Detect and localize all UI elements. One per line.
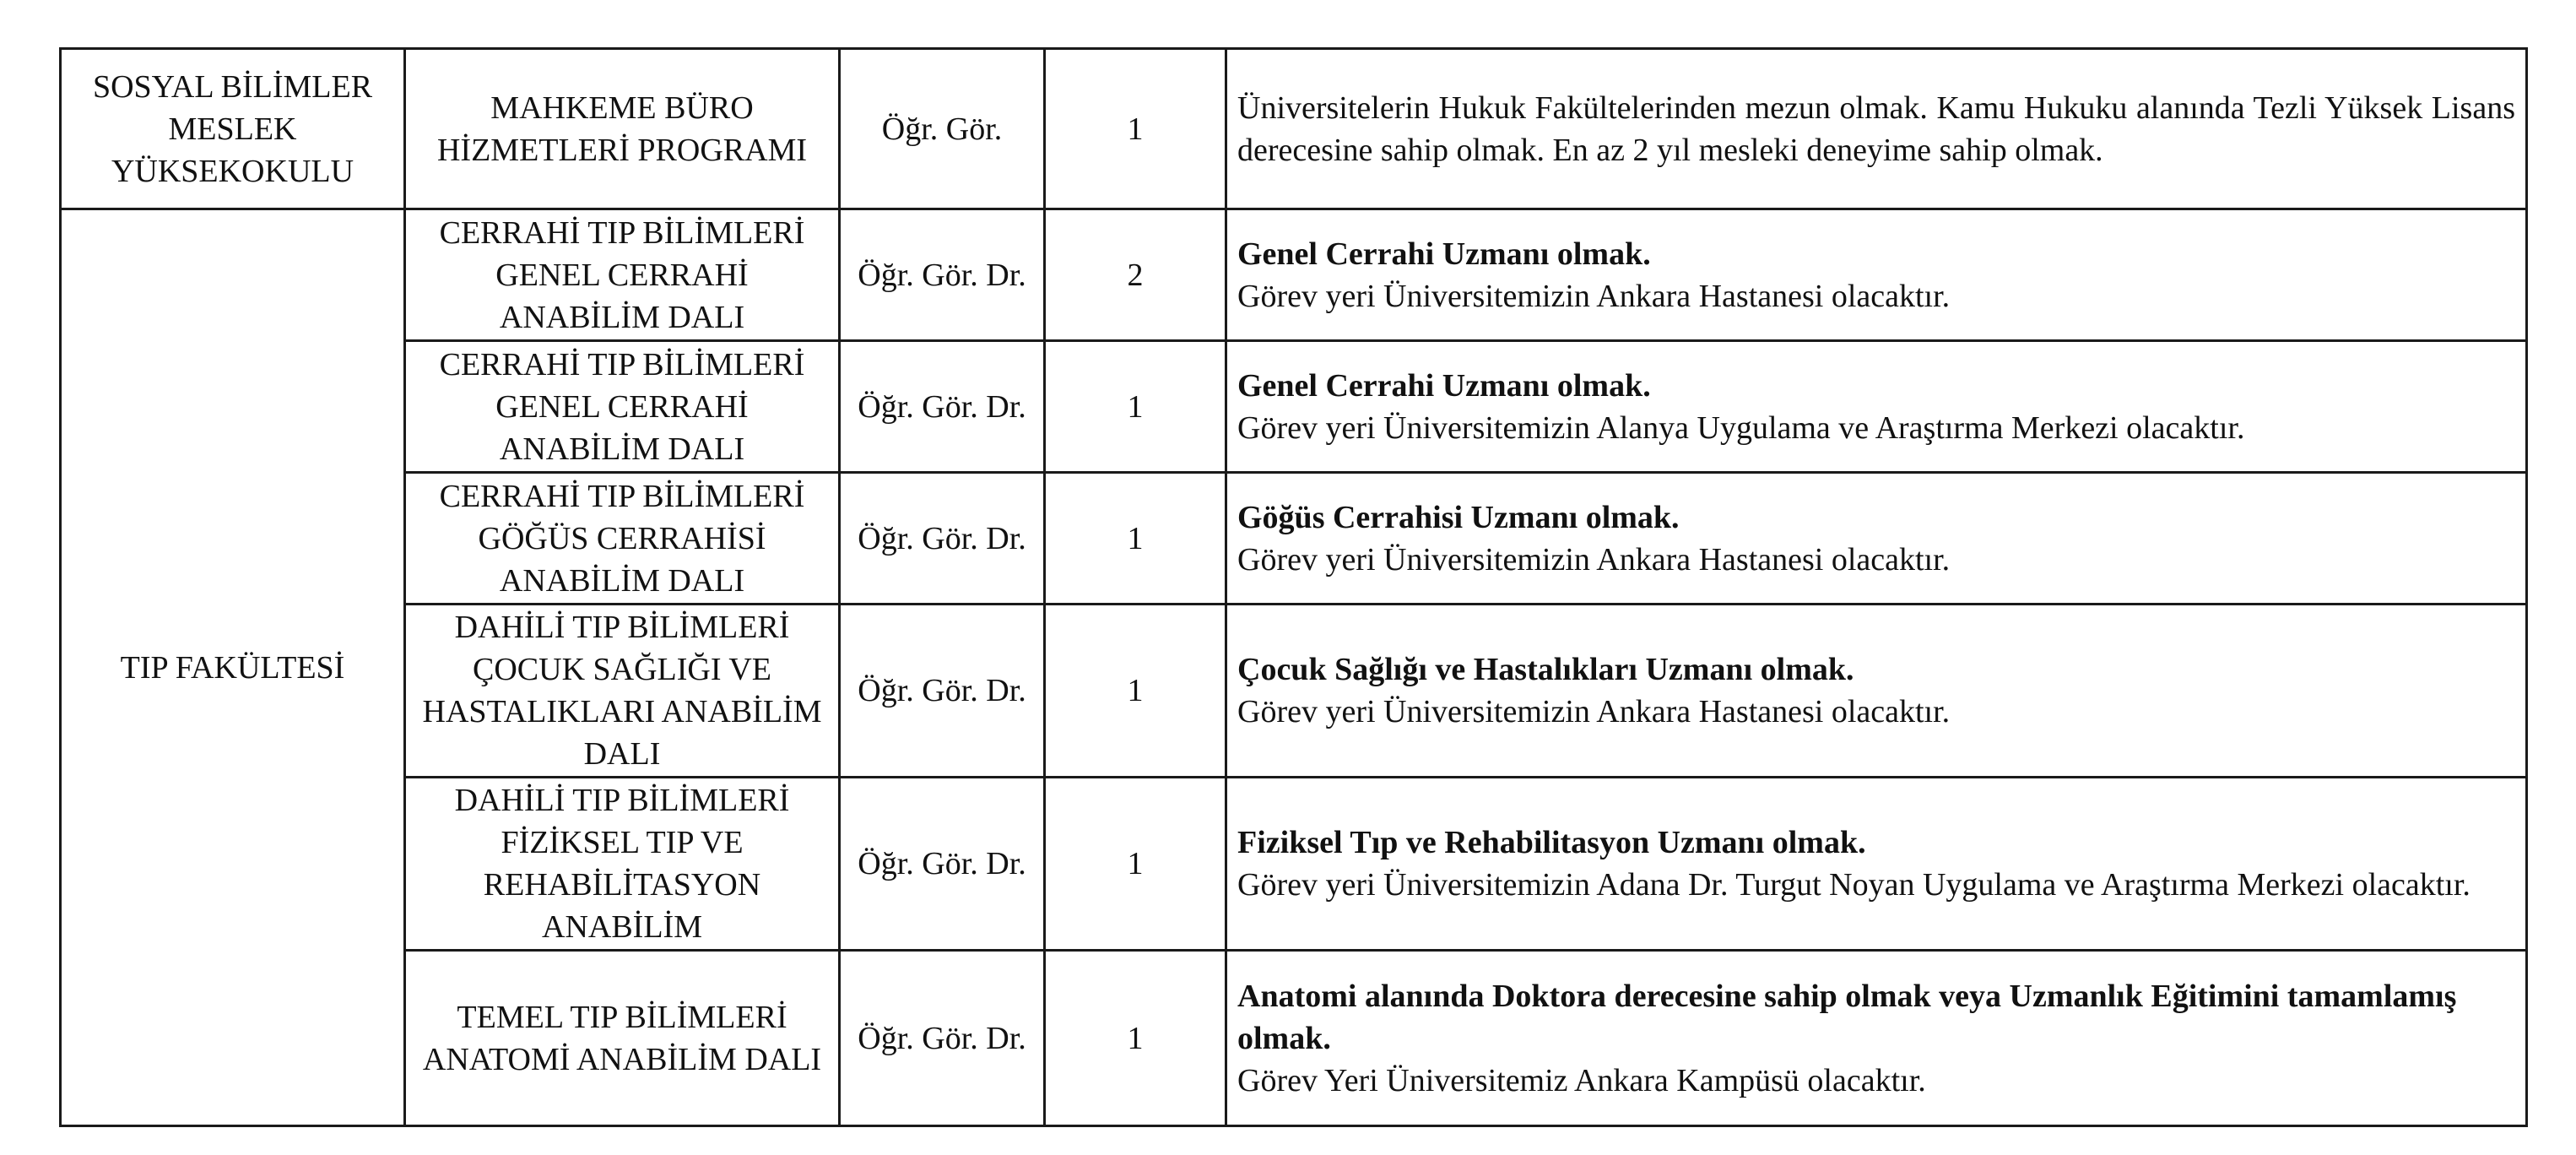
academic-title: Öğr. Gör. [881,111,1003,147]
department-name: CERRAHİ TIP BİLİMLERİ GÖĞÜS CERRAHİSİ ANABİLİM DALI [439,478,805,599]
title-cell [840,341,1045,473]
title-cell [840,951,1045,1126]
count-cell [1045,209,1226,341]
unit-cell [61,49,405,209]
requirement-text: Görev yeri Üniversitemizin Ankara Hastanesi olacaktır. [1237,541,1951,578]
table-row [61,49,2527,209]
position-count: 1 [1127,111,1144,147]
academic-title: Öğr. Gör. Dr. [858,673,1026,708]
title-cell [840,49,1045,209]
requirement-text: Görev Yeri Üniversitemiz Ankara Kampüsü olacaktır. [1237,1062,1926,1098]
requirement-bold-text: Göğüs Cerrahisi Uzmanı olmak. [1237,499,1680,535]
department-cell [405,605,840,778]
department-cell [405,209,840,341]
unit-name: TIP FAKÜLTESİ [120,649,345,686]
position-count: 1 [1127,846,1144,881]
requirement-text: Görev yeri Üniversitemizin Ankara Hastanesi olacaktır. [1237,694,1951,729]
academic-title: Öğr. Gör. Dr. [858,1020,1026,1056]
count-cell [1045,49,1226,209]
department-name: TEMEL TIP BİLİMLERİ ANATOMİ ANABİLİM DALI [422,999,822,1077]
position-count: 2 [1127,257,1144,293]
table-row [61,341,2527,473]
requirement-bold-text: Fiziksel Tıp ve Rehabilitasyon Uzmanı olmak. [1237,825,1866,860]
unit-name: SOSYAL BİLİMLER MESLEK YÜKSEKOKULU [92,68,373,189]
table-row [61,209,2527,341]
table-row [61,605,2527,778]
department-cell [405,341,840,473]
academic-title: Öğr. Gör. Dr. [858,846,1026,881]
academic-title: Öğr. Gör. Dr. [858,388,1026,425]
requirement-cell [1226,209,2527,341]
table-row [61,778,2527,951]
department-name: MAHKEME BÜRO HİZMETLERİ PROGRAMI [436,89,808,168]
count-cell [1045,341,1226,473]
department-name: CERRAHİ TIP BİLİMLERİ GENEL CERRAHİ ANABİLİM DALI [439,346,805,467]
requirement-bold-text: Genel Cerrahi Uzmanı olmak. [1237,236,1651,272]
position-count: 1 [1127,1020,1144,1056]
academic-title: Öğr. Gör. Dr. [858,520,1026,556]
department-cell [405,473,840,605]
position-count: 1 [1127,388,1144,425]
title-cell [840,778,1045,951]
title-cell [840,605,1045,778]
count-cell [1045,605,1226,778]
table-row [61,473,2527,605]
count-cell [1045,951,1226,1126]
title-cell [840,473,1045,605]
requirement-bold-text: Genel Cerrahi Uzmanı olmak. [1237,367,1651,404]
requirement-text: Görev yeri Üniversitemizin Ankara Hastanesi olacaktır. [1237,278,1951,314]
requirement-cell [1226,473,2527,605]
department-name: CERRAHİ TIP BİLİMLERİ GENEL CERRAHİ ANABİLİM DALI [439,214,805,335]
position-count: 1 [1127,673,1144,708]
department-cell [405,778,840,951]
positions-table [59,47,2528,1127]
count-cell [1045,778,1226,951]
requirement-text: Görev yeri Üniversitemizin Alanya Uygulama ve Araştırma Merkezi olacaktır. [1237,409,2245,446]
position-count: 1 [1127,520,1144,556]
title-cell [840,209,1045,341]
requirement-text: Üniversitelerin Hukuk Fakültelerinden mezun olmak. Kamu Hukuku alanında Tezli Yüksek Lisans derecesine sahip olmak. En az 2 yıl mesleki deneyime sahip olmak. [1237,89,2515,168]
requirement-cell [1226,341,2527,473]
requirement-cell [1226,951,2527,1126]
academic-title: Öğr. Gör. Dr. [858,257,1026,293]
requirement-text: Görev yeri Üniversitemizin Adana Dr. Turgut Noyan Uygulama ve Araştırma Merkezi olacaktır. [1237,867,2470,903]
department-name: DAHİLİ TIP BİLİMLERİ FİZİKSEL TIP VE REHABİLİTASYON ANABİLİM [454,783,790,945]
requirement-bold-text: Çocuk Sağlığı ve Hastalıkları Uzmanı olmak. [1237,652,1854,687]
requirement-cell [1226,605,2527,778]
requirement-bold-text: Anatomi alanında Doktora derecesine sahip olmak veya Uzmanlık Eğitimini tamamlamış olmak. [1237,978,2457,1056]
department-cell [405,951,840,1126]
department-name: DAHİLİ TIP BİLİMLERİ ÇOCUK SAĞLIĞI VE HASTALIKLARI ANABİLİM DALI [422,610,822,772]
count-cell [1045,473,1226,605]
department-cell [405,49,840,209]
requirement-cell [1226,778,2527,951]
table-row [61,951,2527,1126]
unit-cell [61,209,405,1126]
requirement-cell [1226,49,2527,209]
